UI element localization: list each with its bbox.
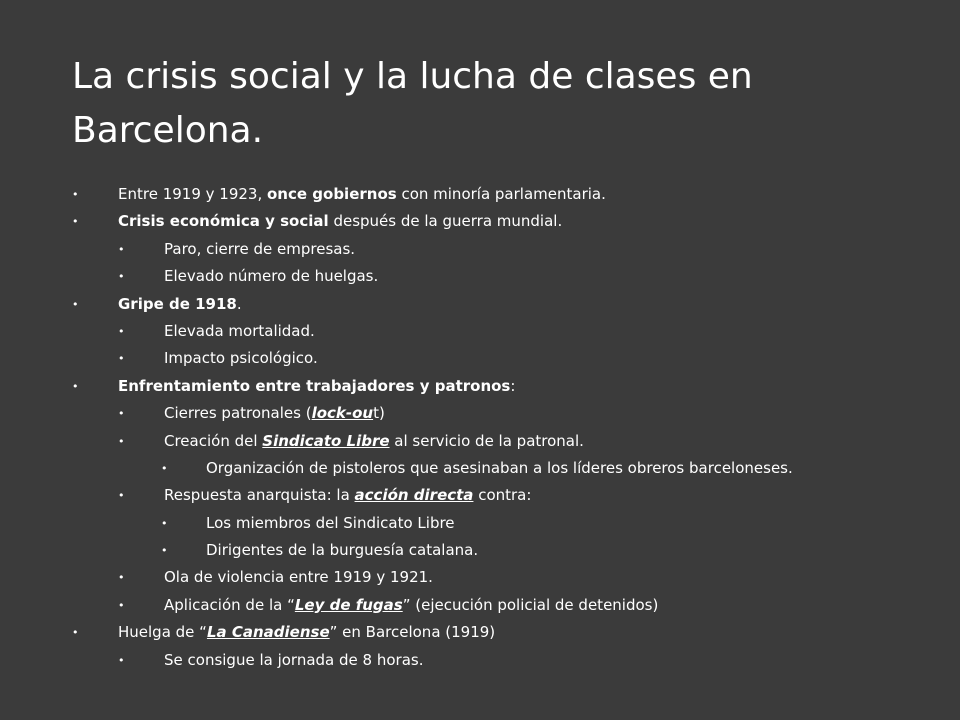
- bullet-list: [72, 181, 912, 674]
- text-segment: t): [373, 404, 385, 423]
- bullet-icon: •: [72, 188, 79, 201]
- bold-text: Enfrentamiento entre trabajadores y patronos: [118, 376, 511, 395]
- text-segment: Organización de pistoleros que asesinaban a los líderes obreros barceloneses.: [206, 458, 793, 477]
- text-segment: Elevado número de huelgas.: [164, 267, 379, 286]
- underlined-term: lock-ou: [311, 404, 374, 423]
- title-line-2: Barcelona.: [72, 110, 264, 151]
- text-segment: Impacto psicológico.: [164, 349, 318, 368]
- bullet-item-level-2: [72, 428, 912, 455]
- bullet-icon: •: [118, 653, 125, 667]
- bullet-icon: •: [118, 324, 125, 338]
- text-segment: :: [510, 376, 516, 395]
- bullet-icon: •: [161, 544, 168, 558]
- bullet-icon: •: [118, 242, 125, 256]
- bullet-item-level-1: [72, 619, 912, 646]
- title-line-1: La crisis social y la lucha de clases en: [72, 56, 753, 97]
- bullet-item-level-1: [72, 208, 912, 235]
- text-segment: .: [236, 294, 242, 313]
- underlined-term: Ley de fugas: [294, 595, 403, 614]
- bullet-icon: •: [72, 626, 79, 640]
- bullet-icon: •: [118, 489, 125, 503]
- text-segment: con minoría parlamentaria.: [396, 185, 606, 203]
- bullet-icon: •: [72, 379, 79, 393]
- text-segment: Se consigue la jornada de 8 horas.: [164, 650, 424, 669]
- text-segment: ” en Barcelona (1919): [329, 623, 496, 642]
- bullet-icon: •: [161, 461, 168, 475]
- text-segment: después de la guerra mundial.: [328, 212, 563, 231]
- underlined-term: acción directa: [354, 486, 474, 505]
- underlined-term: La Canadiense: [206, 623, 330, 642]
- text-segment: Respuesta anarquista: la: [164, 486, 355, 505]
- bullet-icon: •: [161, 516, 168, 530]
- text-segment: Los miembros del Sindicato Libre: [206, 513, 455, 532]
- bullet-item-level-2: [72, 564, 912, 591]
- bold-text: once gobiernos: [267, 185, 397, 203]
- bullet-item-level-2: [72, 482, 912, 509]
- text-segment: ” (ejecución policial de detenidos): [402, 595, 659, 614]
- bold-text: Gripe de 1918: [118, 294, 237, 313]
- text-segment: al servicio de la patronal.: [389, 431, 584, 450]
- bullet-item-level-2: [72, 236, 912, 263]
- bullet-item-level-3: [72, 510, 912, 537]
- bullet-item-level-1: [72, 291, 912, 318]
- text-segment: Ola de violencia entre 1919 y 1921.: [164, 568, 433, 587]
- bullet-icon: •: [118, 270, 125, 284]
- bullet-icon: •: [118, 598, 125, 612]
- bullet-icon: •: [72, 215, 79, 229]
- bullet-item-level-2: [72, 592, 912, 619]
- bullet-icon: •: [118, 407, 125, 421]
- text-segment: Dirigentes de la burguesía catalana.: [206, 541, 479, 560]
- underlined-term: Sindicato Libre: [262, 431, 390, 450]
- bullet-item-level-2: [72, 647, 912, 674]
- bullet-item-level-2: [72, 318, 912, 345]
- bullet-item-level-2: [72, 263, 912, 290]
- bullet-item-level-3: [72, 455, 912, 482]
- text-segment: Aplicación de la “: [164, 595, 295, 614]
- bullet-icon: •: [118, 352, 125, 366]
- bullet-icon: •: [118, 571, 125, 585]
- text-segment: Cierres patronales (: [164, 404, 312, 423]
- bullet-icon: •: [118, 434, 125, 448]
- text-segment: Huelga de “: [118, 623, 207, 642]
- text-segment: Creación del: [164, 431, 263, 450]
- text-segment: Paro, cierre de empresas.: [164, 239, 356, 258]
- bullet-icon: •: [72, 297, 79, 311]
- bullet-item-level-1: [72, 373, 912, 400]
- bullet-item-level-1: [72, 181, 912, 208]
- bold-text: Crisis económica y social: [118, 212, 329, 231]
- bullet-item-level-3: [72, 537, 912, 564]
- bullet-item-level-2: [72, 400, 912, 427]
- text-segment: contra:: [473, 486, 532, 505]
- text-segment: Elevada mortalidad.: [164, 321, 315, 340]
- text-segment: Entre 1919 y 1923,: [118, 185, 267, 203]
- slide-title: [72, 50, 892, 158]
- bullet-item-level-2: [72, 345, 912, 372]
